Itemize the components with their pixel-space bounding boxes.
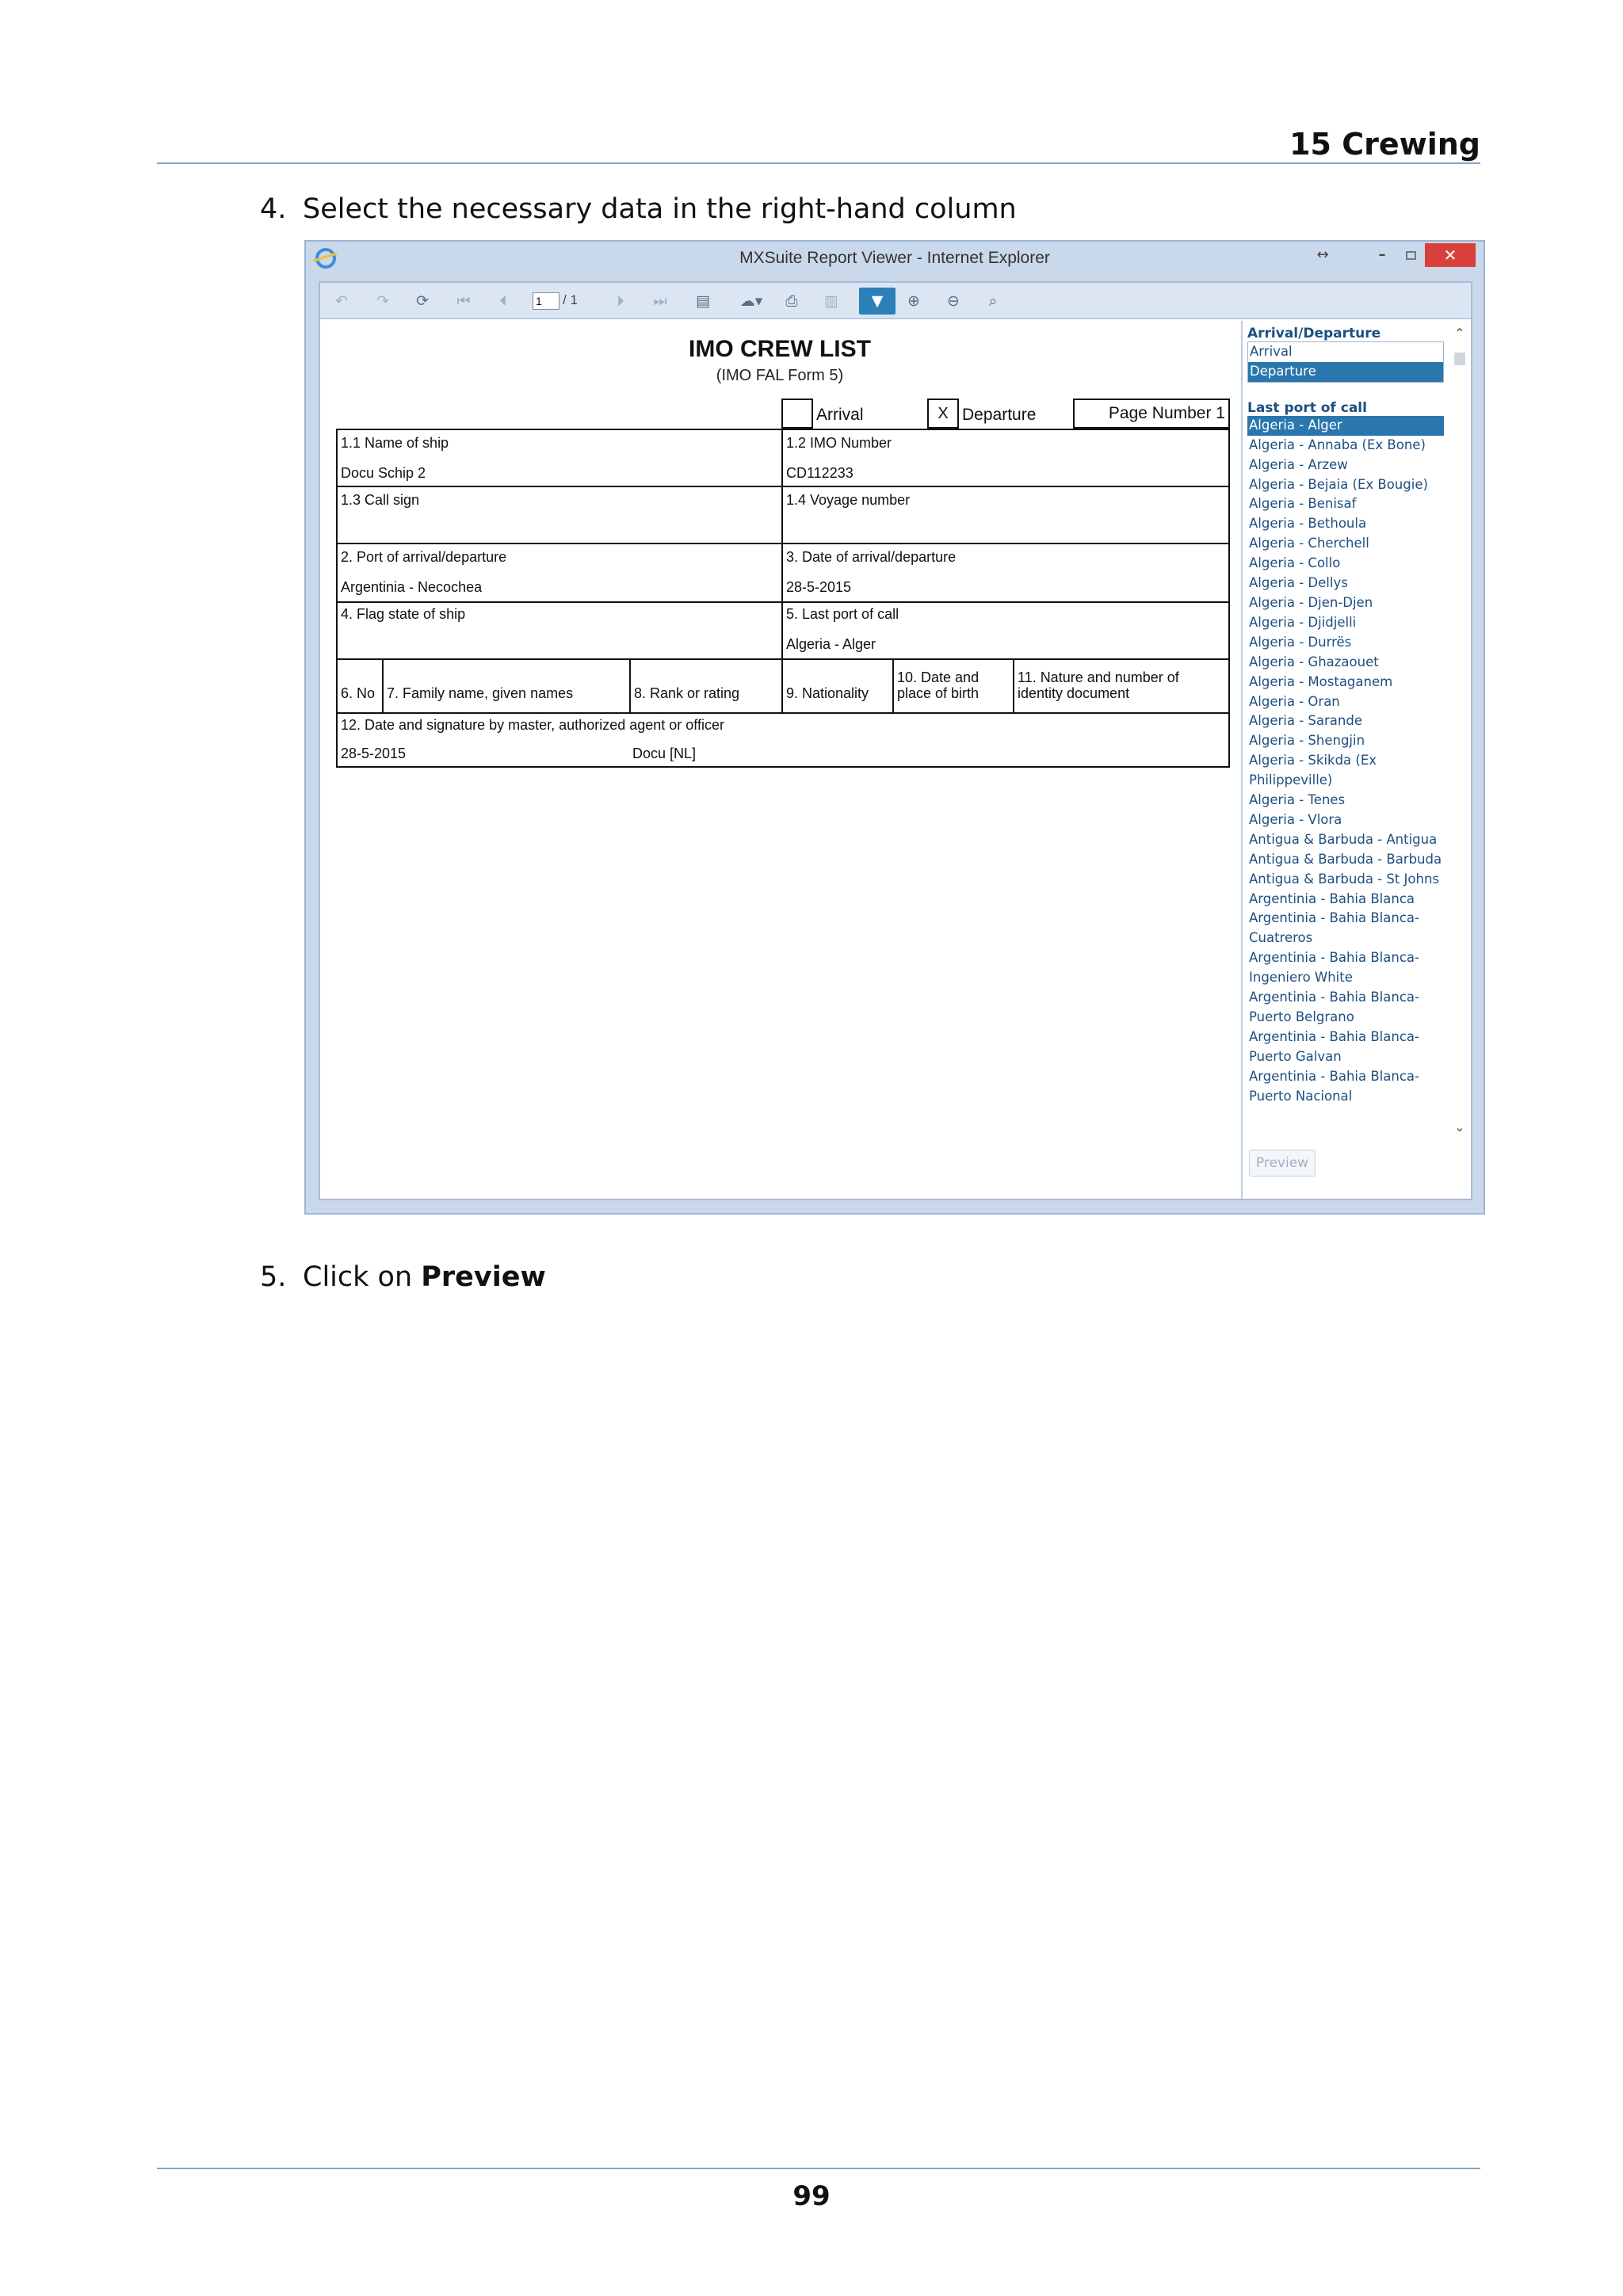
- date-label: 3. Date of arrival/departure: [786, 549, 957, 565]
- step-number: 5.: [260, 1261, 287, 1293]
- cloud-export-icon[interactable]: ☁▾: [739, 292, 763, 310]
- first-page-icon[interactable]: ⏮: [456, 292, 471, 310]
- parameter-list: [1247, 326, 1444, 1134]
- list-option[interactable]: Algeria - Sarande: [1249, 713, 1362, 729]
- list-option[interactable]: Argentinia - Bahia Blanca-Puerto Nacional: [1249, 1068, 1419, 1104]
- resize-icon[interactable]: ↔: [1316, 246, 1329, 263]
- last-port-heading: Last port of call: [1247, 399, 1367, 416]
- report-title: IMO CREW LIST: [689, 336, 871, 362]
- last-port-value: Algeria - Alger: [786, 636, 876, 652]
- list-option[interactable]: Algeria - Durrës: [1249, 634, 1352, 650]
- print-preview-icon[interactable]: ▥: [824, 292, 838, 310]
- list-option[interactable]: Algeria - Collo: [1249, 555, 1341, 571]
- column-header-rank: 8. Rank or rating: [634, 685, 740, 701]
- last-port-label: 5. Last port of call: [786, 606, 899, 622]
- arrival-departure-heading: Arrival/Departure: [1247, 326, 1381, 341]
- viewer-toolbar: [320, 283, 1471, 319]
- scroll-down-icon[interactable]: ⌄: [1454, 1119, 1465, 1135]
- page-total: / 1: [563, 292, 578, 307]
- imo-number-label: 1.2 IMO Number: [786, 435, 892, 451]
- list-option[interactable]: Algeria - Benisaf: [1249, 496, 1357, 512]
- parameter-panel: [1241, 321, 1471, 1199]
- list-option[interactable]: Algeria - Djidjelli: [1249, 614, 1357, 630]
- scrollbar-thumb[interactable]: [1454, 353, 1465, 365]
- minimize-button[interactable]: –: [1378, 246, 1386, 263]
- list-option[interactable]: Algeria - Oran: [1249, 693, 1340, 709]
- preview-button[interactable]: Preview: [1249, 1150, 1316, 1177]
- header-divider: [157, 162, 1480, 164]
- search-icon[interactable]: ⌕: [988, 292, 998, 310]
- maximize-button[interactable]: [1396, 243, 1425, 267]
- port-value: Argentinia - Necochea: [341, 579, 483, 595]
- crew-list-form: [336, 429, 1230, 768]
- step-number: 4.: [260, 193, 287, 225]
- column-header-birth: 10. Date and place of birth: [897, 669, 980, 701]
- report-viewer-window: [304, 240, 1485, 1215]
- name-of-ship-label: 1.1 Name of ship: [341, 435, 449, 451]
- list-option[interactable]: Algeria - Bejaia (Ex Bougie): [1249, 476, 1428, 492]
- print-icon[interactable]: ⎙: [785, 292, 798, 310]
- list-option[interactable]: Argentinia - Bahia Blanca-Ingeniero White: [1249, 950, 1419, 986]
- list-option[interactable]: Departure: [1248, 362, 1443, 382]
- list-option[interactable]: Algeria - Arzew: [1249, 456, 1348, 472]
- page-number-box: Page Number 1: [1073, 399, 1230, 429]
- departure-checkbox: X: [927, 399, 959, 429]
- arrival-label: Arrival: [816, 406, 864, 424]
- list-option[interactable]: Argentinia - Bahia Blanca: [1249, 891, 1415, 906]
- next-page-icon[interactable]: ⏵: [617, 292, 624, 310]
- port-label: 2. Port of arrival/departure: [341, 549, 507, 565]
- list-option[interactable]: Algeria - Annaba (Ex Bone): [1249, 437, 1426, 452]
- flag-state-label: 4. Flag state of ship: [341, 606, 466, 622]
- scroll-up-icon[interactable]: ⌃: [1454, 326, 1465, 341]
- list-option[interactable]: Antigua & Barbuda - St Johns: [1249, 871, 1440, 887]
- last-port-listbox[interactable]: [1247, 416, 1444, 1107]
- list-option[interactable]: Argentinia - Bahia Blanca-Cuatreros: [1249, 910, 1419, 946]
- column-header-nationality: 9. Nationality: [786, 685, 869, 701]
- step-text: Select the necessary data in the right-hand column: [303, 193, 1017, 225]
- zoom-out-icon[interactable]: ⊖: [947, 292, 960, 310]
- imo-number-value: CD112233: [786, 465, 854, 481]
- list-option[interactable]: Algeria - Cherchell: [1249, 536, 1369, 551]
- viewer-content: [319, 281, 1472, 1200]
- list-option[interactable]: Antigua & Barbuda - Antigua: [1249, 831, 1438, 847]
- undo-icon[interactable]: ↶: [335, 292, 348, 310]
- step-text: Click on: [303, 1261, 422, 1293]
- last-page-icon[interactable]: ⏭: [653, 292, 667, 310]
- report-page: [320, 321, 1239, 1199]
- name-of-ship-value: Docu Schip 2: [341, 465, 426, 481]
- report-subtitle: (IMO FAL Form 5): [716, 367, 844, 384]
- panel-scrollbar[interactable]: [1452, 326, 1468, 1150]
- list-option[interactable]: Arrival: [1250, 344, 1293, 359]
- list-option[interactable]: Argentinia - Bahia Blanca-Puerto Belgrano: [1249, 990, 1419, 1024]
- signature-name: Docu [NL]: [632, 746, 697, 761]
- column-header-no: 6. No: [341, 685, 376, 701]
- date-value: 28-5-2015: [786, 579, 852, 595]
- redo-icon[interactable]: ↷: [376, 292, 389, 310]
- zoom-in-icon[interactable]: ⊕: [907, 292, 920, 310]
- column-header-name: 7. Family name, given names: [387, 685, 574, 701]
- footer-divider: [157, 2168, 1480, 2169]
- list-option[interactable]: Algeria - Shengjin: [1249, 733, 1365, 749]
- list-option[interactable]: Algeria - Djen-Djen: [1249, 594, 1373, 610]
- arrival-checkbox: [781, 399, 813, 429]
- voyage-number-label: 1.4 Voyage number: [786, 492, 911, 508]
- departure-label: Departure: [962, 406, 1037, 424]
- step-4: [260, 193, 1017, 225]
- step-emphasis: Preview: [421, 1261, 546, 1293]
- list-option[interactable]: Algeria - Dellys: [1249, 575, 1348, 591]
- page-number: 99: [792, 2180, 831, 2212]
- refresh-icon[interactable]: ⟳: [416, 292, 429, 310]
- window-titlebar: [306, 242, 1484, 275]
- column-header-identity: 11. Nature and number of identity document: [1018, 669, 1179, 701]
- list-option[interactable]: Algeria - Mostaganem: [1249, 673, 1393, 689]
- list-option[interactable]: Algeria - Ghazaouet: [1249, 654, 1379, 669]
- list-option[interactable]: Algeria - Tenes: [1249, 792, 1346, 808]
- close-button[interactable]: ✕: [1425, 243, 1476, 267]
- arrival-departure-listbox[interactable]: [1247, 341, 1444, 383]
- step-5: [260, 1261, 546, 1293]
- previous-page-icon[interactable]: ⏴: [499, 292, 507, 310]
- list-option[interactable]: Algeria - Bethoula: [1249, 516, 1367, 532]
- page-number-input[interactable]: 1: [533, 292, 559, 310]
- list-option[interactable]: Algeria - Skikda (Ex Philippeville): [1249, 753, 1377, 788]
- list-option[interactable]: Argentinia - Bahia Blanca-Puerto Galvan: [1249, 1028, 1419, 1064]
- maximize-icon: [1406, 251, 1416, 260]
- window-title: MXSuite Report Viewer - Internet Explorer: [739, 249, 1050, 267]
- filter-icon[interactable]: ▼: [859, 288, 896, 315]
- list-option[interactable]: Algeria - Vlora: [1249, 811, 1342, 827]
- call-sign-label: 1.3 Call sign: [341, 492, 420, 508]
- document-icon[interactable]: ▤: [696, 292, 710, 310]
- signature-date: 28-5-2015: [341, 746, 407, 761]
- list-option[interactable]: Algeria - Alger: [1247, 416, 1444, 436]
- signature-label: 12. Date and signature by master, authorized agent or officer: [341, 717, 724, 733]
- list-option[interactable]: Antigua & Barbuda - Barbuda: [1249, 851, 1442, 867]
- chapter-title: 15 Crewing: [1289, 127, 1480, 162]
